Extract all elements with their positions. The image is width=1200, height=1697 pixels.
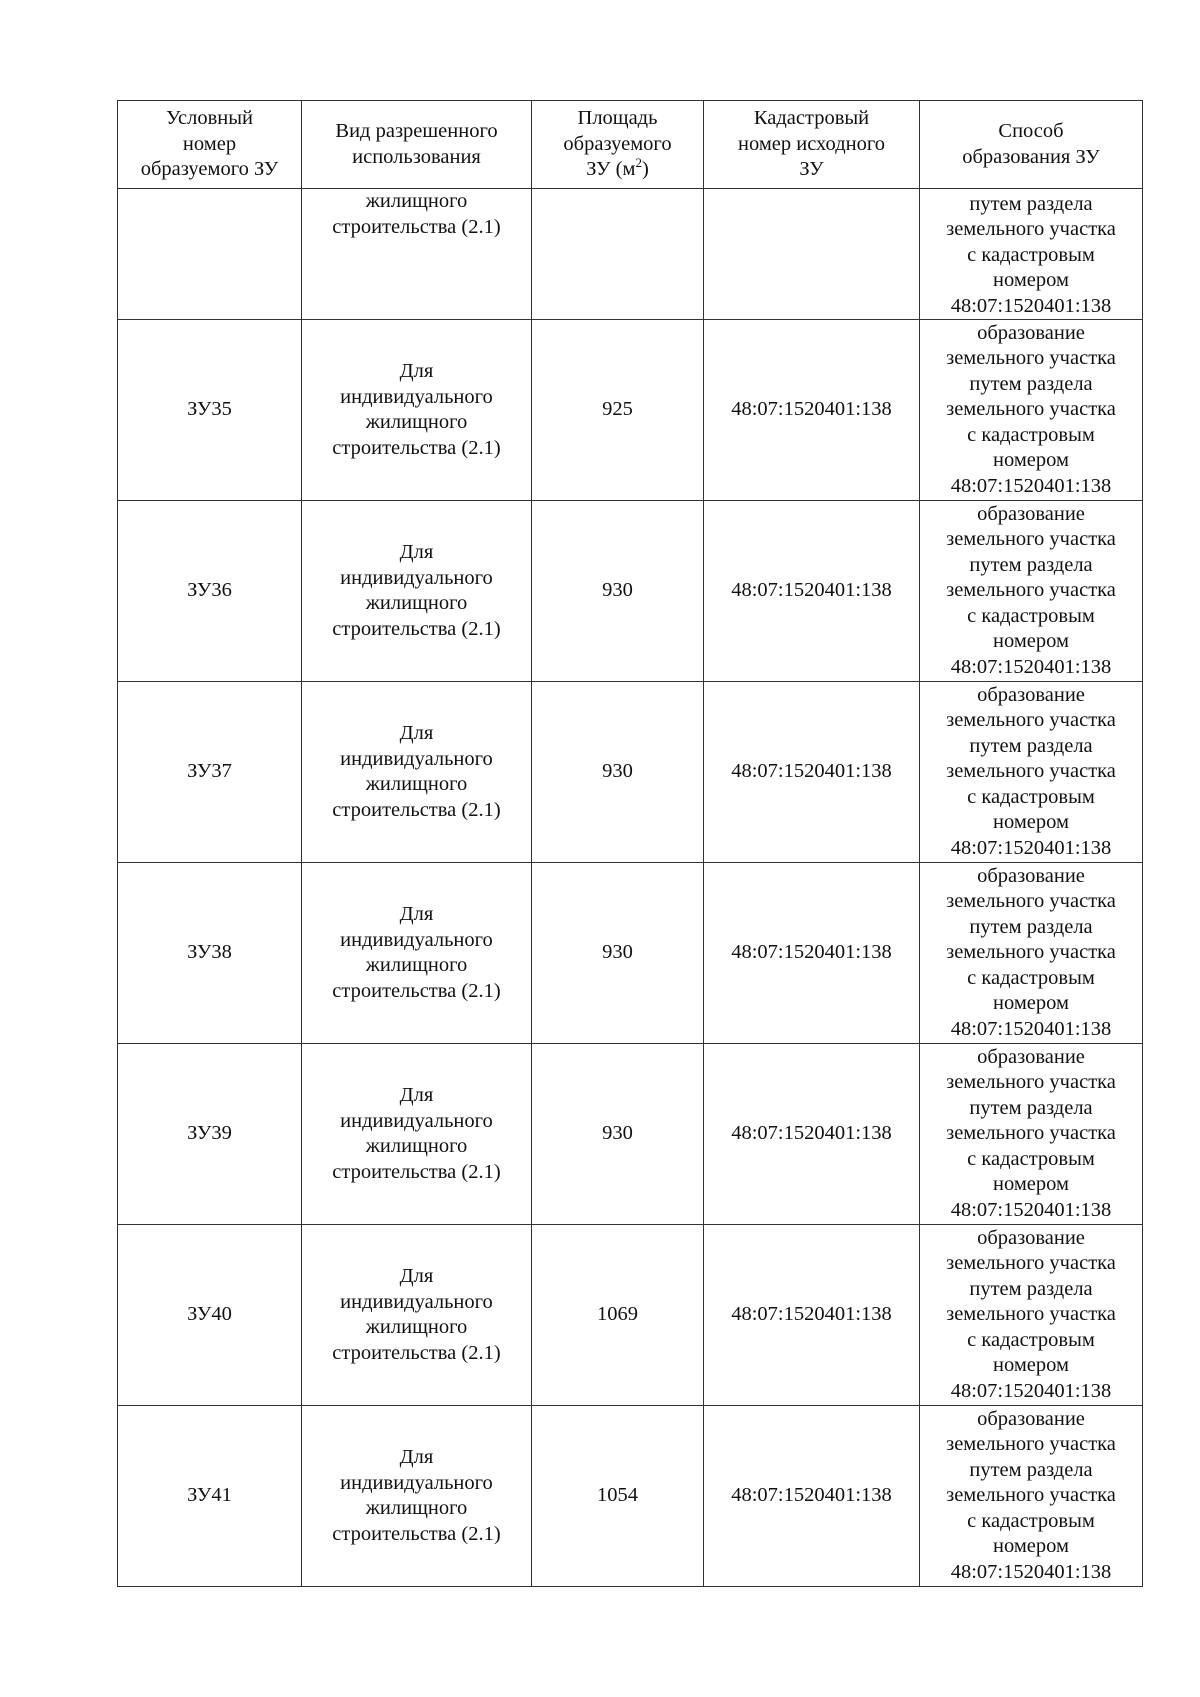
table-row [118, 682, 1143, 863]
permitted-use-cell: Для индивидуального жилищного строительства (2.1) [302, 682, 532, 863]
area-cell: 925 [532, 320, 704, 501]
permitted-use-cell: Для индивидуального жилищного строительства (2.1) [302, 1225, 532, 1406]
land-plots-table [117, 100, 1143, 1587]
header-area: Площадь образуемого ЗУ $(м^2)$ [532, 101, 704, 189]
header-plot-number: Условный номер образуемого ЗУ [118, 101, 302, 189]
formation-method-cell: образование земельного участка путем раздела земельного участка с кадастровым номером 48:07:1520401:138 [920, 501, 1143, 682]
cadastral-number-cell: 48:07:1520401:138 [704, 1406, 920, 1587]
formation-method-cell: образование земельного участка путем раздела земельного участка с кадастровым номером 48:07:1520401:138 [920, 1406, 1143, 1587]
table-header-row [118, 101, 1143, 189]
table-row [118, 320, 1143, 501]
plot-number-cell: ЗУ39 [118, 1044, 302, 1225]
formation-method-cell: образование земельного участка путем раздела земельного участка с кадастровым номером 48:07:1520401:138 [920, 863, 1143, 1044]
formation-method-cell: образование земельного участка путем раздела земельного участка с кадастровым номером 48:07:1520401:138 [920, 1044, 1143, 1225]
area-cell: 930 [532, 863, 704, 1044]
plot-number-cell: ЗУ36 [118, 501, 302, 682]
header-formation-method: Способ образования ЗУ [920, 101, 1143, 189]
formation-method-cell: путем раздела земельного участка с кадастровым номером 48:07:1520401:138 [920, 189, 1143, 320]
permitted-use-cell: Для индивидуального жилищного строительства (2.1) [302, 863, 532, 1044]
header-permitted-use: Вид разрешенного использования [302, 101, 532, 189]
area-cell: 930 [532, 501, 704, 682]
permitted-use-cell: Для индивидуального жилищного строительства (2.1) [302, 320, 532, 501]
table-row [118, 1406, 1143, 1587]
header-source-cadastral-number: Кадастровый номер исходного ЗУ [704, 101, 920, 189]
table-row-continuation [118, 189, 1143, 320]
plot-number-cell [118, 189, 302, 320]
table-row [118, 1044, 1143, 1225]
permitted-use-cell: Для индивидуального жилищного строительства (2.1) [302, 1044, 532, 1225]
formation-method-cell: образование земельного участка путем раздела земельного участка с кадастровым номером 48:07:1520401:138 [920, 320, 1143, 501]
formation-method-cell: образование земельного участка путем раздела земельного участка с кадастровым номером 48:07:1520401:138 [920, 1225, 1143, 1406]
table-row [118, 501, 1143, 682]
permitted-use-cell: Для индивидуального жилищного строительства (2.1) [302, 501, 532, 682]
plot-number-cell: ЗУ38 [118, 863, 302, 1044]
cadastral-number-cell: 48:07:1520401:138 [704, 863, 920, 1044]
plot-number-cell: ЗУ35 [118, 320, 302, 501]
cadastral-number-cell: 48:07:1520401:138 [704, 501, 920, 682]
plot-number-cell: ЗУ40 [118, 1225, 302, 1406]
cadastral-number-cell: 48:07:1520401:138 [704, 1044, 920, 1225]
plot-number-cell: ЗУ41 [118, 1406, 302, 1587]
permitted-use-cell: жилищного строительства (2.1) [302, 189, 532, 320]
cadastral-number-cell [704, 189, 920, 320]
permitted-use-cell: Для индивидуального жилищного строительства (2.1) [302, 1406, 532, 1587]
area-cell: 930 [532, 682, 704, 863]
area-cell: 1054 [532, 1406, 704, 1587]
area-cell: 930 [532, 1044, 704, 1225]
cadastral-number-cell: 48:07:1520401:138 [704, 1225, 920, 1406]
cadastral-number-cell: 48:07:1520401:138 [704, 320, 920, 501]
table-row [118, 1225, 1143, 1406]
area-cell: 1069 [532, 1225, 704, 1406]
table-row [118, 863, 1143, 1044]
plot-number-cell: ЗУ37 [118, 682, 302, 863]
area-cell [532, 189, 704, 320]
cadastral-number-cell: 48:07:1520401:138 [704, 682, 920, 863]
formation-method-cell: образование земельного участка путем раздела земельного участка с кадастровым номером 48:07:1520401:138 [920, 682, 1143, 863]
